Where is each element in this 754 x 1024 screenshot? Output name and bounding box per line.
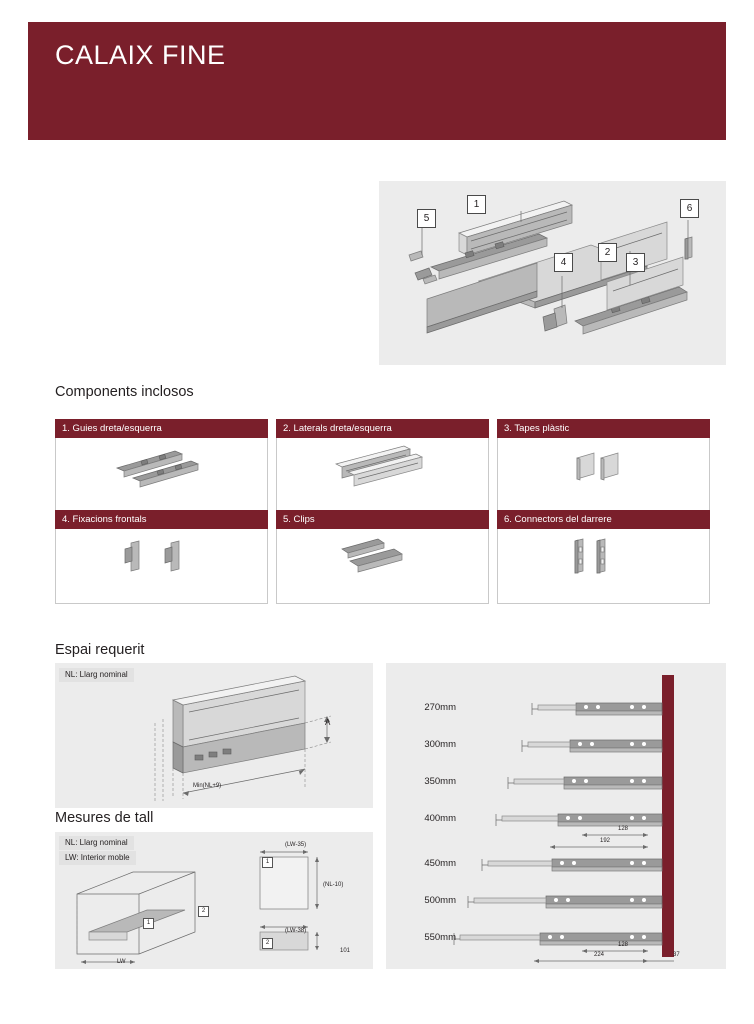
cuts-panel2-marker: 2	[262, 938, 273, 949]
cuts-legend-lw: LW: Interior moble	[59, 851, 136, 865]
cuts-panel2-height: 101	[340, 948, 351, 954]
hero-callout-6: 6	[680, 199, 699, 218]
length-label-350mm: 350mm	[424, 776, 456, 787]
space-dim-a: A	[325, 718, 331, 727]
space-dim-min: Min(NL+9)	[193, 783, 222, 789]
component-card-2-label: 2. Laterals dreta/esquerra	[276, 419, 489, 438]
length-label-450mm: 450mm	[424, 858, 456, 869]
space-title: Espai requerit	[55, 642, 145, 658]
components-title: Components inclosos	[55, 384, 194, 400]
component-card-1-label: 1. Guies dreta/esquerra	[55, 419, 268, 438]
component-card-6-image	[497, 529, 710, 585]
cuts-lw-label: LW	[117, 959, 126, 965]
dim-128-b: 128	[618, 942, 629, 948]
component-card-5-label: 5. Clips	[276, 510, 489, 529]
cuts-title: Mesures de tall	[55, 810, 154, 826]
component-card-3-image	[497, 438, 710, 494]
component-card-3-label: 3. Tapes plàstic	[497, 419, 710, 438]
hero-callout-1: 1	[467, 195, 486, 214]
cuts-marker-2: 2	[198, 906, 209, 917]
hero-callout-5: 5	[417, 209, 436, 228]
component-card-4-image	[55, 529, 268, 585]
hero-callout-3: 3	[626, 253, 645, 272]
cuts-panel1-marker: 1	[262, 857, 273, 868]
page-title: CALAIX FINE	[55, 40, 226, 70]
cuts-legend-nl: NL: Llarg nominal	[59, 836, 134, 850]
component-card-6-label: 6. Connectors del darrere	[497, 510, 710, 529]
dim-192: 192	[600, 838, 611, 844]
cuts-marker-1: 1	[143, 918, 154, 929]
length-label-270mm: 270mm	[424, 702, 456, 713]
cuts-panel1-width: (LW-35)	[285, 842, 307, 848]
component-card-2-image	[276, 438, 489, 494]
component-card-5-image	[276, 529, 489, 585]
cuts-panel2-width: (LW-38)	[285, 928, 307, 934]
space-legend-nl: NL: Llarg nominal	[59, 668, 134, 682]
hero-callout-2: 2	[598, 243, 617, 262]
cuts-panel1-height: (NL-10)	[323, 882, 344, 888]
dim-128-a: 128	[618, 826, 629, 832]
length-label-500mm: 500mm	[424, 895, 456, 906]
length-label-550mm: 550mm	[424, 932, 456, 943]
length-label-400mm: 400mm	[424, 813, 456, 824]
hero-callout-4: 4	[554, 253, 573, 272]
dim-37: 37	[673, 952, 680, 958]
length-label-300mm: 300mm	[424, 739, 456, 750]
dim-224: 224	[594, 952, 605, 958]
component-card-1-image	[55, 438, 268, 494]
component-card-4-label: 4. Fixacions frontals	[55, 510, 268, 529]
